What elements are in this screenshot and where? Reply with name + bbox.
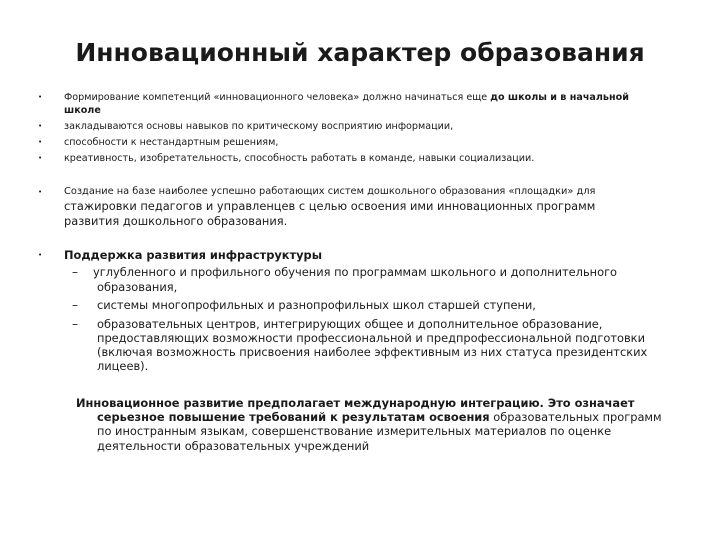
item-1-line-2: школе [64,105,101,116]
item-6-sub-1-line-1: углубленного и профильного обучения по программам школьного и дополнительного [93,265,618,279]
final-line-4: деятельности образовательных учреждений [97,439,370,453]
dash-1: – [72,265,78,279]
bullet-1: • [38,93,43,101]
item-6-sub-3-line-3: (включая возможность присвоения наиболее эффективным из них статуса президентских [97,345,648,359]
item-1-text: Формирование компетенций «инновационного человека» должно начинаться еще [64,92,491,103]
item-1-line-1 [64,91,629,104]
final-line-3: по иностранным языкам, совершенствование измерительных материалов по оценке [97,424,612,438]
item-6-sub-3-line-2: предоставляющих возможности профессиональной и предпрофессиональной подготовки [97,331,645,345]
item-6-sub-1-line-2: образования, [97,280,178,294]
item-6-heading: Поддержка развития инфраструктуры [64,248,323,262]
final-line-2-bold: серьезное повышение требований к результатам освоения [97,410,490,424]
item-5-line-1: Создание на базе наиболее успешно работающих систем дошкольного образования «площадки» для [64,186,596,197]
final-line-2 [97,410,662,425]
slide-title: Инновационный характер образования [75,38,645,67]
bullet-3: • [38,138,43,146]
item-1-bold: до школы и в начальной [490,92,629,103]
final-line-2-rest: образовательных программ [489,410,662,424]
item-4-text: креативность, изобретательность, способность работать в команде, навыки социализации. [64,153,535,164]
bullet-5: • [38,188,43,196]
bullet-2: • [38,122,43,130]
final-line-1: Инновационное развитие предполагает международную интеграцию. Это означает [76,396,635,410]
item-5-line-3: развития дошкольного образования. [64,214,288,228]
item-6-sub-3-line-1: образовательных центров, интегрирующих общее и дополнительное образование, [97,317,603,331]
bullet-6: • [38,251,43,259]
dash-2: – [72,298,78,312]
dash-3: – [72,317,78,331]
item-5-line-2: стажировки педагогов и управленцев с целью освоения ими инновационных программ [64,199,596,213]
bullet-4: • [38,154,43,162]
item-2-text: закладываются основы навыков по критическому восприятию информации, [64,121,454,132]
item-3-text: способности к нестандартным решениям, [64,137,279,148]
item-6-sub-2: системы многопрофильных и разнопрофильных школ старшей ступени, [97,298,536,312]
item-6-sub-3-line-4: лицеев). [97,359,149,373]
